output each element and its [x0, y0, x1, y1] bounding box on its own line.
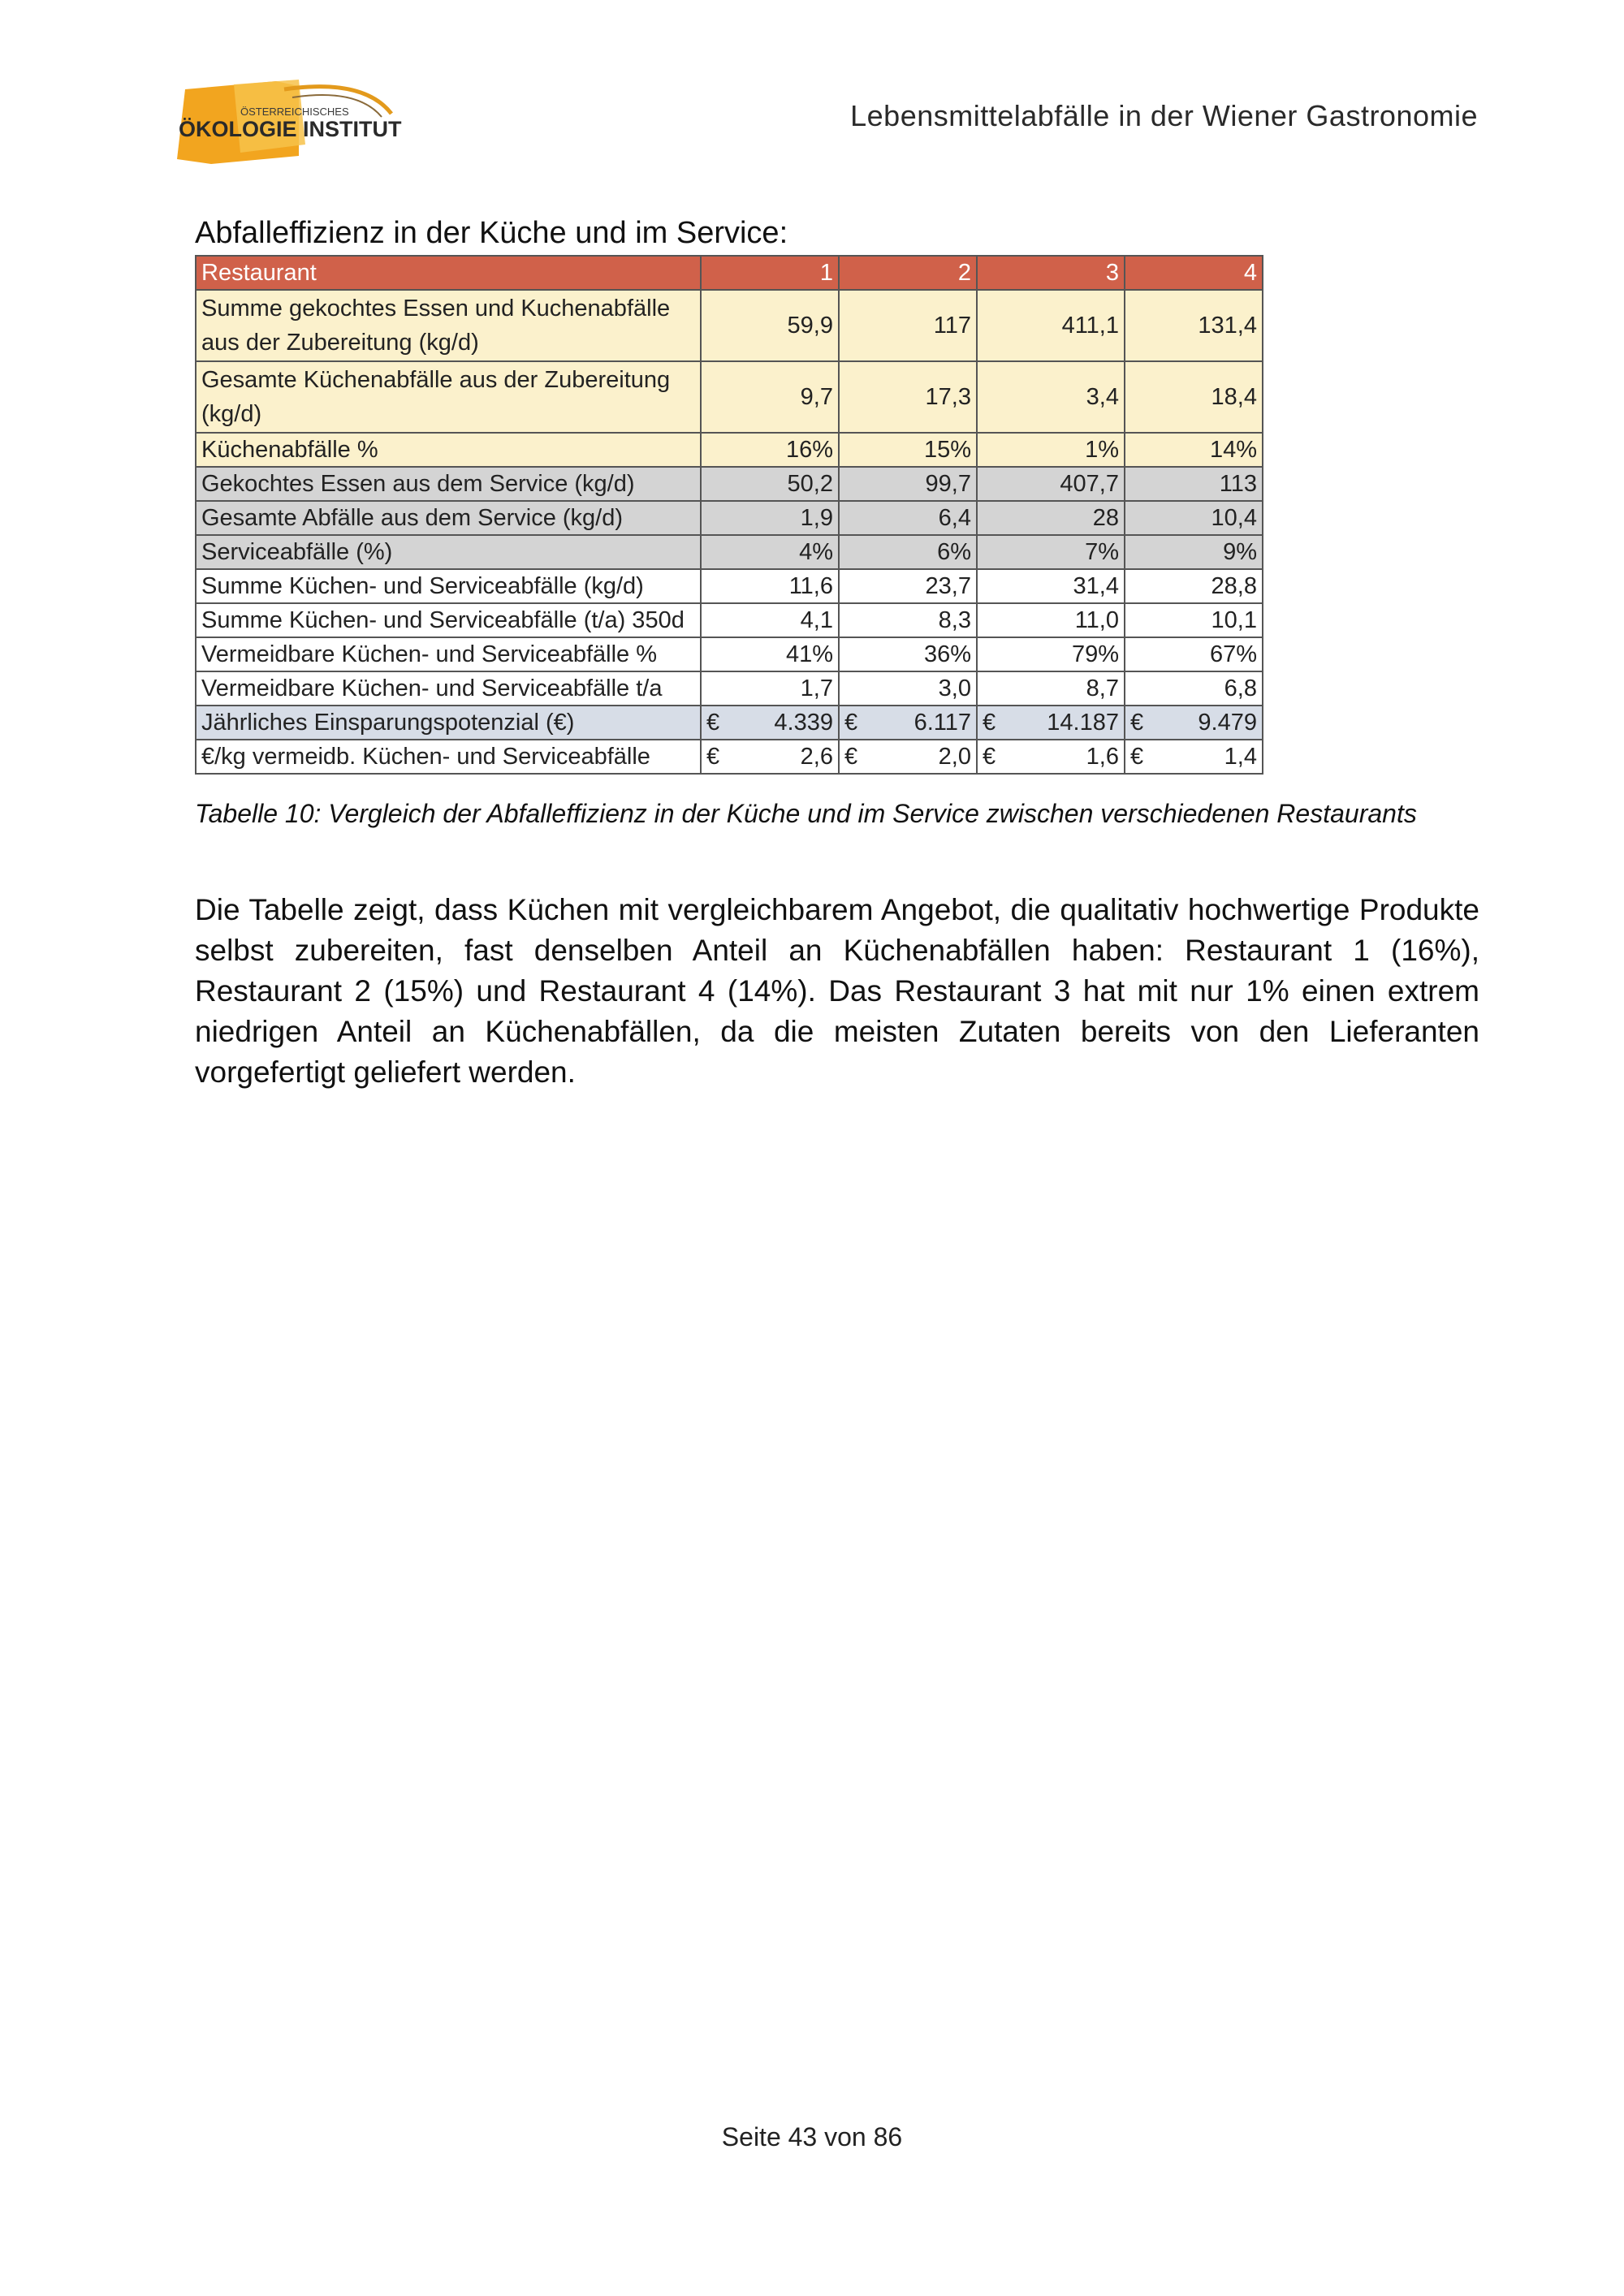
value-cell: 11,6 [701, 569, 839, 603]
value-cell: 59,9 [701, 290, 839, 361]
value-cell: 17,3 [839, 361, 977, 433]
value-cell: 11,0 [977, 603, 1125, 637]
value-cell [701, 740, 839, 774]
currency-symbol: € [706, 710, 720, 736]
row-label: Küchenabfälle % [196, 433, 701, 467]
header-cell: 4 [1125, 256, 1263, 290]
currency-value: 1,4 [1224, 744, 1257, 770]
table-row [196, 603, 1263, 637]
table-row [196, 740, 1263, 774]
row-label: €/kg vermeidb. Küchen- und Serviceabfälle [196, 740, 701, 774]
value-cell: 14% [1125, 433, 1263, 467]
value-cell: 6,8 [1125, 671, 1263, 706]
header-cell: 1 [701, 256, 839, 290]
row-label: Gekochtes Essen aus dem Service (kg/d) [196, 467, 701, 501]
currency-value: 2,0 [938, 744, 971, 770]
header-cell: 3 [977, 256, 1125, 290]
value-cell [1125, 706, 1263, 740]
currency-value: 1,6 [1086, 744, 1119, 770]
value-cell: 36% [839, 637, 977, 671]
table-row [196, 501, 1263, 535]
value-cell: 1,7 [701, 671, 839, 706]
value-cell: 99,7 [839, 467, 977, 501]
table-row [196, 671, 1263, 706]
table-row [196, 637, 1263, 671]
currency-symbol: € [844, 744, 858, 770]
value-cell [839, 740, 977, 774]
table-caption: Tabelle 10: Vergleich der Abfalleffizienz in der Küche und im Service zwischen verschiedenen Restaurants [195, 799, 1417, 828]
logo-small-text: ÖSTERREICHISCHES [240, 106, 349, 118]
value-cell: 23,7 [839, 569, 977, 603]
table-row [196, 290, 1263, 361]
header-title: Lebensmittelabfälle in der Wiener Gastronomie [850, 99, 1478, 132]
waste-efficiency-table [195, 255, 1263, 775]
value-cell: 8,7 [977, 671, 1125, 706]
value-cell: 1,9 [701, 501, 839, 535]
section-title: Abfalleffizienz in der Küche und im Service: [195, 216, 788, 250]
row-label: Jährliches Einsparungspotenzial (€) [196, 706, 701, 740]
currency-value: 2,6 [800, 744, 833, 770]
currency-symbol: € [983, 710, 996, 736]
value-cell: 28,8 [1125, 569, 1263, 603]
row-label: Gesamte Küchenabfälle aus der Zubereitung (kg/d) [196, 361, 701, 433]
header-cell: Restaurant [196, 256, 701, 290]
value-cell [701, 706, 839, 740]
value-cell: 3,0 [839, 671, 977, 706]
body-paragraph: Die Tabelle zeigt, dass Küchen mit vergleichbarem Angebot, die qualitativ hochwertige Produkte selbst zubereiten, fast denselben Anteil an Küchenabfällen haben: Restaurant 1 (16%), Restaurant 2 (15%) und Restaurant 4 (14%). Das Restaurant 3 hat mit nur 1% einen extrem niedrigen Anteil an Küchenabfällen, da die meisten Zutaten bereits von den Lieferanten vorgefertigt geliefert werden. [195, 893, 1479, 1089]
row-label: Vermeidbare Küchen- und Serviceabfälle % [196, 637, 701, 671]
table-row [196, 706, 1263, 740]
value-cell [839, 706, 977, 740]
value-cell: 41% [701, 637, 839, 671]
value-cell: 10,1 [1125, 603, 1263, 637]
value-cell [1125, 740, 1263, 774]
value-cell [977, 740, 1125, 774]
value-cell: 15% [839, 433, 977, 467]
value-cell: 10,4 [1125, 501, 1263, 535]
currency-value: 9.479 [1198, 710, 1257, 736]
table-row [196, 433, 1263, 467]
row-label: Gesamte Abfälle aus dem Service (kg/d) [196, 501, 701, 535]
currency-symbol: € [1130, 710, 1144, 736]
value-cell: 50,2 [701, 467, 839, 501]
currency-symbol: € [706, 744, 720, 770]
value-cell: 7% [977, 535, 1125, 569]
row-label: Serviceabfälle (%) [196, 535, 701, 569]
table-header-row [196, 256, 1263, 290]
value-cell: 6,4 [839, 501, 977, 535]
value-cell: 8,3 [839, 603, 977, 637]
value-cell: 18,4 [1125, 361, 1263, 433]
row-label: Summe Küchen- und Serviceabfälle (t/a) 350d [196, 603, 701, 637]
value-cell: 9% [1125, 535, 1263, 569]
value-cell [977, 706, 1125, 740]
value-cell: 79% [977, 637, 1125, 671]
currency-value: 6.117 [914, 710, 971, 736]
currency-symbol: € [1130, 744, 1144, 770]
value-cell: 1% [977, 433, 1125, 467]
row-label: Summe gekochtes Essen und Kuchenabfälle aus der Zubereitung (kg/d) [196, 290, 701, 361]
value-cell: 113 [1125, 467, 1263, 501]
value-cell: 4,1 [701, 603, 839, 637]
row-label: Vermeidbare Küchen- und Serviceabfälle t/a [196, 671, 701, 706]
value-cell: 117 [839, 290, 977, 361]
row-label: Summe Küchen- und Serviceabfälle (kg/d) [196, 569, 701, 603]
logo-big-text: ÖKOLOGIE INSTITUT [179, 117, 402, 141]
value-cell: 31,4 [977, 569, 1125, 603]
value-cell: 407,7 [977, 467, 1125, 501]
value-cell: 4% [701, 535, 839, 569]
page-number: Seite 43 von 86 [721, 2122, 903, 2151]
value-cell: 16% [701, 433, 839, 467]
value-cell: 131,4 [1125, 290, 1263, 361]
currency-value: 4.339 [774, 710, 833, 736]
value-cell: 6% [839, 535, 977, 569]
currency-symbol: € [844, 710, 858, 736]
value-cell: 3,4 [977, 361, 1125, 433]
table-row [196, 569, 1263, 603]
logo [162, 75, 406, 170]
logo-graphic [162, 75, 406, 170]
currency-value: 14.187 [1047, 710, 1119, 736]
table-row [196, 535, 1263, 569]
value-cell: 28 [977, 501, 1125, 535]
table-row [196, 361, 1263, 433]
table-row [196, 467, 1263, 501]
value-cell: 411,1 [977, 290, 1125, 361]
value-cell: 67% [1125, 637, 1263, 671]
value-cell: 9,7 [701, 361, 839, 433]
currency-symbol: € [983, 744, 996, 770]
header-cell: 2 [839, 256, 977, 290]
